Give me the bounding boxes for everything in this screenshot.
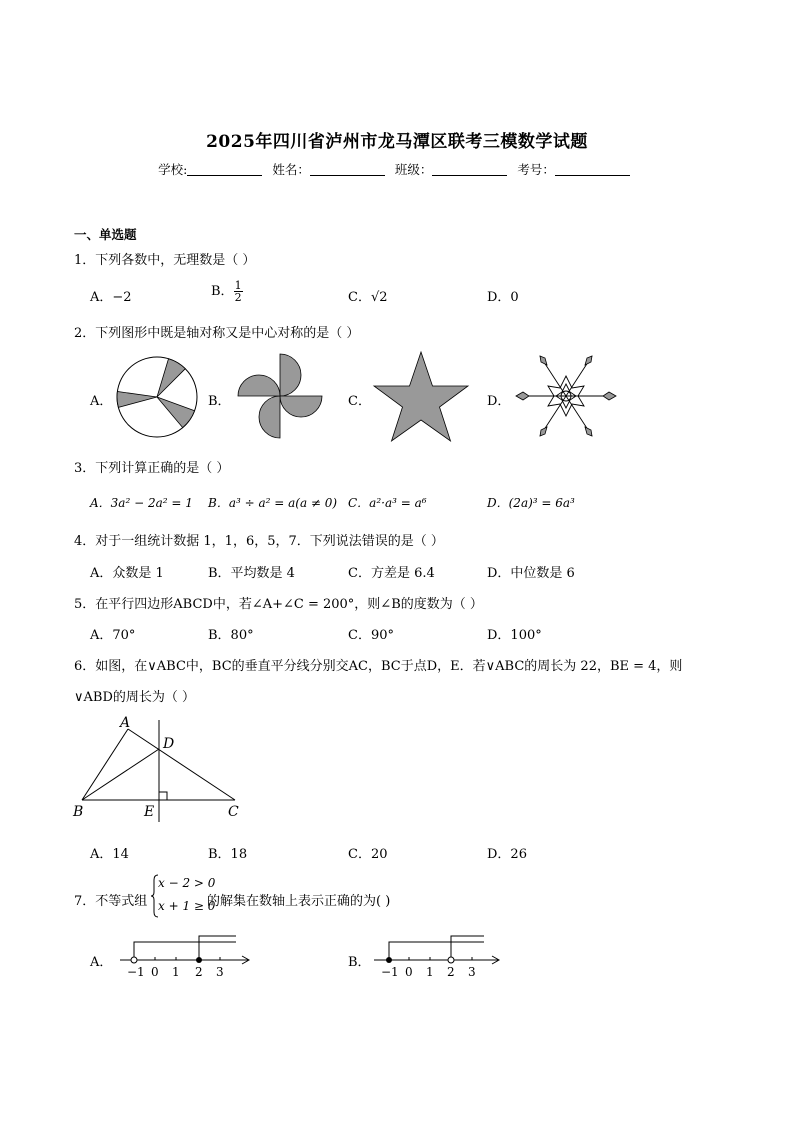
page-title: 2025年四川省泸州市龙马潭区联考三模数学试题 <box>206 132 588 152</box>
class-label: 班级： <box>394 162 433 177</box>
tick-label: 2 <box>195 965 203 979</box>
circle-sectors-figure <box>112 352 202 442</box>
inequality-2: x + 1 ≥ 0 <box>158 899 216 913</box>
tick-label: 3 <box>216 965 224 979</box>
question-6-stem: 6．如图，在∨ABC中，BC的垂直平分线分别交AC，BC于点D，E．若∨ABC的周长为 22，BE = 4，则 <box>74 659 683 674</box>
tick-label: 0 <box>151 965 159 979</box>
tick-label: 2 <box>447 965 455 979</box>
question-7-stem-post: 的解集在数轴上表示正确的为( ) <box>207 894 391 909</box>
q3-option-d[interactable]: D．(2a)³ = 6a³ <box>487 496 575 510</box>
triangle-figure <box>70 712 250 824</box>
q2-option-b[interactable]: B． <box>208 394 231 409</box>
label-c: C <box>228 804 239 820</box>
q5-option-c[interactable]: C．90° <box>348 628 394 643</box>
q2-option-d[interactable]: D． <box>487 394 511 409</box>
tick-label: 1 <box>172 965 180 979</box>
label-e: E <box>144 804 155 820</box>
tick-label: 3 <box>468 965 476 979</box>
label-a: A <box>120 715 131 731</box>
fraction-one-half: $\frac{1}{2}$ <box>234 279 242 304</box>
q6-option-b[interactable]: B．18 <box>208 847 248 862</box>
five-point-star-figure <box>372 350 470 444</box>
question-2-stem: 2．下列图形中既是轴对称又是中心对称的是（ ） <box>74 326 360 341</box>
question-4-stem: 4．对于一组统计数据 1，1，6，5，7．下列说法错误的是（ ） <box>74 534 444 549</box>
q2-option-a[interactable]: A． <box>90 394 113 409</box>
name-blank[interactable] <box>310 162 385 176</box>
q1-option-a[interactable]: A．−2 <box>90 290 132 305</box>
school-label: 学校: <box>158 162 188 177</box>
class-blank[interactable] <box>432 162 507 176</box>
q4-option-c[interactable]: C．方差是 6.4 <box>348 566 435 581</box>
q6-option-d[interactable]: D．26 <box>487 847 527 862</box>
q4-option-a[interactable]: A．众数是 1 <box>90 566 164 581</box>
question-1-stem: 1．下列各数中，无理数是（ ） <box>74 253 256 268</box>
tick-label: −1 <box>381 965 399 979</box>
q1-option-c[interactable]: C．√2 <box>348 290 388 305</box>
question-5-stem: 5．在平行四边形ABCD中，若∠A+∠C = 200°，则∠B的度数为（ ） <box>74 597 483 612</box>
number-line-a <box>118 928 254 980</box>
tick-label: 1 <box>426 965 434 979</box>
question-3-stem: 3．下列计算正确的是（ ） <box>74 461 230 476</box>
school-blank[interactable] <box>187 162 262 176</box>
tick-label: −1 <box>127 965 145 979</box>
section-heading: 一、单选题 <box>74 227 137 242</box>
q1-option-d[interactable]: D．0 <box>487 290 519 305</box>
q4-option-b[interactable]: B．平均数是 4 <box>208 566 295 581</box>
exam-number-label: 考号： <box>517 162 555 177</box>
q7-option-b[interactable]: B． <box>348 955 371 970</box>
q5-option-b[interactable]: B．80° <box>208 628 254 643</box>
question-6-stem-cont: ∨ABD的周长为（ ） <box>74 690 196 705</box>
q1-option-b[interactable]: B． $\frac{1}{2}$ <box>211 279 242 304</box>
tick-label: 0 <box>405 965 413 979</box>
q5-option-d[interactable]: D．100° <box>487 628 542 643</box>
pinwheel-figure <box>234 350 326 442</box>
name-label: 姓名： <box>272 162 310 177</box>
q3-option-c[interactable]: C．a²·a³ = a⁶ <box>348 496 427 510</box>
question-7-stem-pre: 7．不等式组 <box>74 894 148 909</box>
exam-number-blank[interactable] <box>555 162 630 176</box>
q4-option-d[interactable]: D．中位数是 6 <box>487 566 575 581</box>
snowflake-figure <box>512 350 620 442</box>
q7-option-a[interactable]: A． <box>90 955 113 970</box>
q6-option-c[interactable]: C．20 <box>348 847 388 862</box>
student-info-line <box>0 160 794 178</box>
q2-option-c[interactable]: C． <box>348 394 371 409</box>
q3-option-a[interactable]: A．3a² − 2a² = 1 <box>90 496 193 510</box>
label-d: D <box>163 736 175 752</box>
q6-option-a[interactable]: A．14 <box>90 847 129 862</box>
inequality-1: x − 2 > 0 <box>158 876 216 890</box>
q3-option-b[interactable]: B．a³ ÷ a² = a(a ≠ 0) <box>208 496 338 510</box>
number-line-b <box>372 928 508 980</box>
label-b: B <box>73 804 84 820</box>
q5-option-a[interactable]: A．70° <box>90 628 136 643</box>
